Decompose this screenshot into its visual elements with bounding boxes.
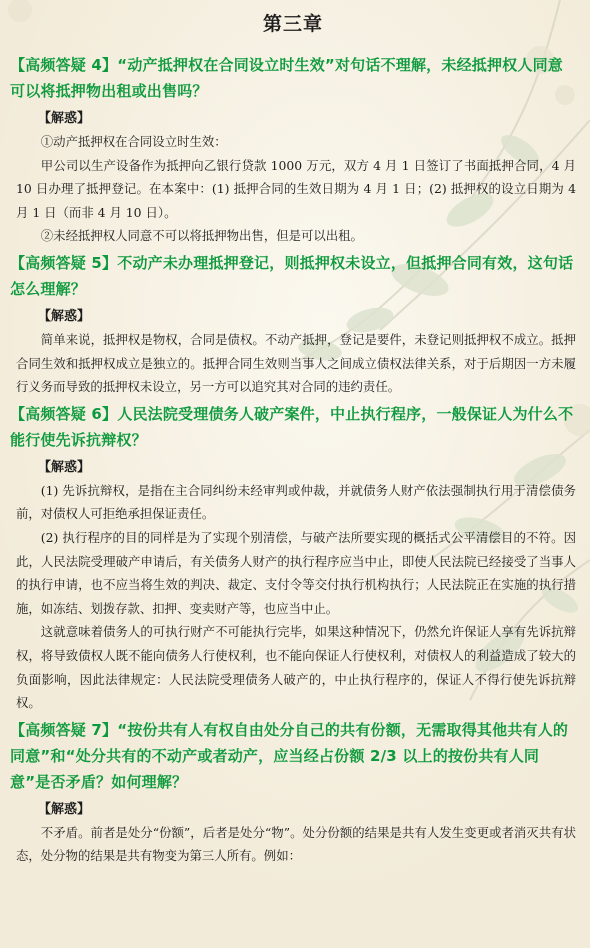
explanation-paragraph: (2) 执行程序的目的同样是为了实现个别清偿，与破产法所要实现的概括式公平清偿目的不符。因此，人民法院受理破产申请后，有关债务人财产的执行程序应当中止，即使人民法院已经接受了当事人的执行申请，也不应当将生效的判决、裁定、支付令等交付执行机构执行；人民法院正在实施的执行措施，如冻结、划拨存款、扣押、变卖财产等，也应当中止。 (16, 529, 576, 616)
explanation-paragraph: 甲公司以生产设备作为抵押向乙银行贷款 1000 万元，双方 4 月 1 日签订了书面抵押合同，4 月 10 日办理了抵押登记。在本案中：(1) 抵押合同的生效日期为 4 月 1 日；(2) 抵押权的设立日期为 4 月 1 日（而非 4 月 10 日）。 (16, 157, 576, 220)
explanation-paragraph: 不矛盾。前者是处分“份额”，后者是处分“物”。处分份额的结果是共有人发生变更或者消灭共有状态，处分物的结果是共有物变为第三人所有。例如： (16, 824, 576, 864)
explanation-paragraph: (1) 先诉抗辩权，是指在主合同纠纷未经审判或仲裁，并就债务人财产依法强制执行用于清偿债务前，对债权人可拒绝承担保证责任。 (16, 482, 576, 522)
faq-section-4 (10, 52, 576, 248)
explanation-paragraph: 这就意味着债务人的可执行财产不可能执行完毕，如果这种情况下，仍然允许保证人享有先诉抗辩权，将导致债权人既不能向债务人行使权利，也不能向保证人行使权利，对债权人的利益造成了较大的负面影响，因此法律规定：人民法院受理债务人破产的，中止执行程序的，保证人不得行使先诉抗辩权。 (16, 624, 576, 711)
faq-question-title: 【高频答疑 5】不动产未办理抵押登记，则抵押权未设立，但抵押合同有效，这句话怎么理解？ (10, 253, 574, 298)
faq-question-title: 【高频答疑 4】“动产抵押权在合同设立时生效”对句话不理解，未经抵押权人同意可以将抵押物出租或出售吗？ (10, 56, 563, 100)
faq-section-7 (10, 717, 576, 868)
explanation-paragraph: 简单来说，抵押权是物权，合同是债权。不动产抵押，登记是要件，未登记则抵押权不成立。抵押合同生效和抵押权成立是独立的。抵押合同生效则当事人之间成立债权法律关系，对于后期因一方未履行义务而导致的抵押权未设立，另一方可以追究其对合同的违约责任。 (16, 331, 576, 395)
faq-section-6 (10, 401, 576, 715)
faq-section-5 (10, 250, 576, 399)
explanation-label: 【解惑】 (38, 308, 91, 324)
explanation-paragraph: ②未经抵押权人同意不可以将抵押物出售，但是可以出租。 (40, 228, 363, 244)
chapter-title: 第三章 (262, 13, 323, 35)
explanation-label: 【解惑】 (38, 111, 91, 126)
faq-question-title: 【高频答疑 7】“按份共有人有权自由处分自己的共有份额，无需取得其他共有人的同意”和“处分共有的不动产或者动产，应当经占份额 2/3 以上的按份共有人同意”是否矛盾？如何理解？ (10, 720, 569, 791)
explanation-label: 【解惑】 (38, 801, 91, 817)
explanation-label: 【解惑】 (38, 459, 91, 475)
explanation-paragraph: ①动产抵押权在合同设立时生效： (40, 134, 227, 149)
faq-question-title: 【高频答疑 6】人民法院受理债务人破产案件，中止执行程序，一般保证人为什么不能行使先诉抗辩权？ (10, 404, 574, 449)
